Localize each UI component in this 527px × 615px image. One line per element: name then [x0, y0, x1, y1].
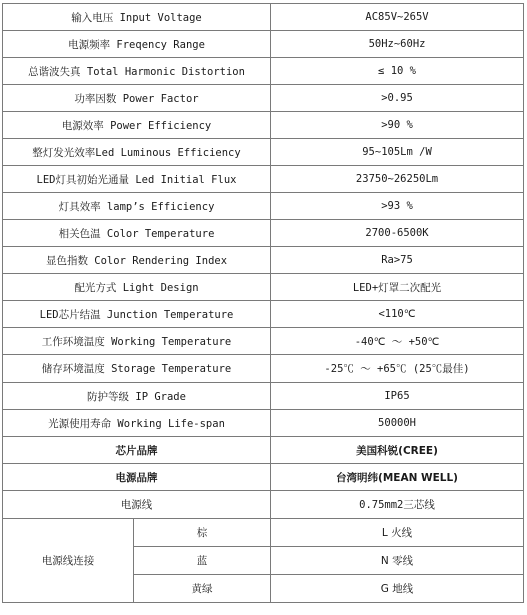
row-wiring-brown: [3, 519, 524, 547]
row-harmonic-distortion: [3, 58, 524, 85]
row-value: 50Hz~60Hz: [271, 31, 524, 58]
wire-function: G 地线: [271, 575, 524, 603]
row-label: 电源频率 Freqency Range: [3, 31, 271, 58]
row-light-design: [3, 274, 524, 301]
row-value: ≤ 10 %: [271, 58, 524, 85]
row-value: 美国科锐(CREE): [271, 437, 524, 464]
row-value: IP65: [271, 383, 524, 410]
row-value: 2700-6500K: [271, 220, 524, 247]
row-label: 芯片品牌: [3, 437, 271, 464]
row-label: LED芯片结温 Junction Temperature: [3, 301, 271, 328]
row-value: Ra>75: [271, 247, 524, 274]
row-label: LED灯具初始光通量 Led Initial Flux: [3, 166, 271, 193]
row-label: 总谐波失真 Total Harmonic Distortion: [3, 58, 271, 85]
row-value: 台湾明纬(MEAN WELL): [271, 464, 524, 491]
row-initial-flux: [3, 166, 524, 193]
row-label: 显色指数 Color Rendering Index: [3, 247, 271, 274]
row-color-temperature: [3, 220, 524, 247]
row-label: 电源效率 Power Efficiency: [3, 112, 271, 139]
row-value: -25℃ ～ +65℃ (25℃最佳): [271, 355, 524, 383]
row-value: >0.95: [271, 85, 524, 112]
row-power-cable: [3, 491, 524, 519]
row-label: 工作环境温度 Working Temperature: [3, 328, 271, 355]
row-label: 电源线: [3, 491, 271, 519]
wire-color: 蓝: [134, 547, 271, 575]
row-value: >90 %: [271, 112, 524, 139]
spec-table: [2, 3, 524, 603]
row-label: 电源品牌: [3, 464, 271, 491]
row-label: 灯具效率 lamp’s Efficiency: [3, 193, 271, 220]
wire-color: 黄绿: [134, 575, 271, 603]
row-frequency-range: [3, 31, 524, 58]
row-value: 95~105Lm /W: [271, 139, 524, 166]
row-junction-temperature: [3, 301, 524, 328]
row-power-efficiency: [3, 112, 524, 139]
row-value: AC85V~265V: [271, 4, 524, 31]
wiring-group-label: 电源线连接: [3, 519, 134, 603]
row-value: -40℃ ～ +50℃: [271, 328, 524, 355]
wire-color: 棕: [134, 519, 271, 547]
row-working-temperature: [3, 328, 524, 355]
row-value: 23750~26250Lm: [271, 166, 524, 193]
row-value: >93 %: [271, 193, 524, 220]
row-value: LED+灯罩二次配光: [271, 274, 524, 301]
row-input-voltage: [3, 4, 524, 31]
wire-function: L 火线: [271, 519, 524, 547]
row-value: <110℃: [271, 301, 524, 328]
row-label: 相关色温 Color Temperature: [3, 220, 271, 247]
row-color-rendering-index: [3, 247, 524, 274]
row-value: 0.75mm2三芯线: [271, 491, 524, 519]
row-label: 输入电压 Input Voltage: [3, 4, 271, 31]
row-power-supply-brand: [3, 464, 524, 491]
row-value: 50000H: [271, 410, 524, 437]
wire-function: N 零线: [271, 547, 524, 575]
row-luminous-efficiency: [3, 139, 524, 166]
row-label: 储存环境温度 Storage Temperature: [3, 355, 271, 383]
row-chip-brand: [3, 437, 524, 464]
row-storage-temperature: [3, 355, 524, 383]
row-working-life-span: [3, 410, 524, 437]
row-power-factor: [3, 85, 524, 112]
row-label: 整灯发光效率Led Luminous Efficiency: [3, 139, 271, 166]
row-label: 配光方式 Light Design: [3, 274, 271, 301]
row-ip-grade: [3, 383, 524, 410]
row-label: 防护等级 IP Grade: [3, 383, 271, 410]
row-label: 功率因数 Power Factor: [3, 85, 271, 112]
row-label: 光源使用寿命 Working Life-span: [3, 410, 271, 437]
row-lamp-efficiency: [3, 193, 524, 220]
